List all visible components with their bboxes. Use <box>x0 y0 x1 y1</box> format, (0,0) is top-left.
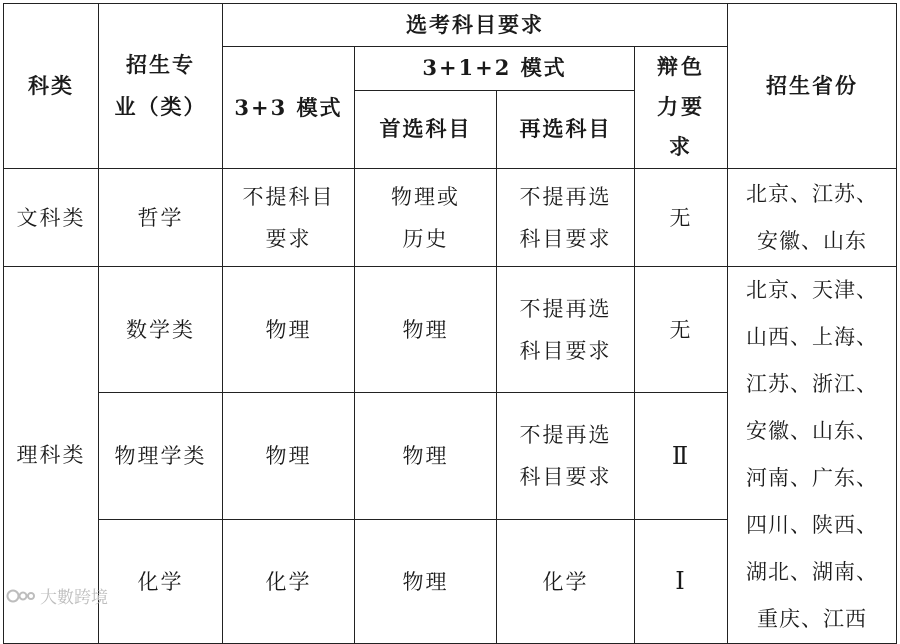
header-color-vision: 辩色 力要 求 <box>635 47 728 169</box>
cell-major: 哲学 <box>99 169 223 267</box>
cell-color-vision: Ⅰ <box>635 520 728 644</box>
header-category: 科类 <box>4 4 99 169</box>
cell-color-vision: Ⅱ <box>635 393 728 520</box>
watermark-text: 大數跨境 <box>40 588 108 608</box>
cell-color-vision: 无 <box>635 169 728 267</box>
cell-second-choice: 不提再选 科目要求 <box>497 169 635 267</box>
cell-first-choice: 物理 <box>355 267 497 393</box>
cell-second-choice: 不提再选 科目要求 <box>497 267 635 393</box>
watermark-logo-icon <box>6 587 36 605</box>
header-second-choice: 再选科目 <box>497 90 635 168</box>
cell-first-choice: 物理或 历史 <box>355 169 497 267</box>
cell-mode-3-3: 物理 <box>223 267 355 393</box>
cell-major: 物理学类 <box>99 393 223 520</box>
cell-first-choice: 物理 <box>355 520 497 644</box>
table-row <box>4 267 897 393</box>
table-row <box>4 169 897 267</box>
header-subject-requirements: 选考科目要求 <box>223 4 728 47</box>
cell-second-choice: 不提再选 科目要求 <box>497 393 635 520</box>
header-provinces: 招生省份 <box>728 4 897 169</box>
header-mode-3-1-2: 3+1+2 模式 <box>355 47 635 91</box>
cell-major: 数学类 <box>99 267 223 393</box>
cell-category: 理科类 <box>4 267 99 644</box>
header-first-choice: 首选科目 <box>355 90 497 168</box>
watermark <box>6 583 108 608</box>
header-mode-3-3: 3+3 模式 <box>223 47 355 169</box>
cell-category: 文科类 <box>4 169 99 267</box>
cell-provinces: 北京、天津、 山西、上海、 江苏、浙江、 安徽、山东、 河南、广东、 四川、陕西、 湖北、湖南、 重庆、江西 <box>728 267 897 644</box>
admission-requirements-table <box>3 3 897 644</box>
cell-mode-3-3: 不提科目 要求 <box>223 169 355 267</box>
cell-color-vision: 无 <box>635 267 728 393</box>
cell-mode-3-3: 化学 <box>223 520 355 644</box>
cell-mode-3-3: 物理 <box>223 393 355 520</box>
cell-second-choice: 化学 <box>497 520 635 644</box>
cell-provinces: 北京、江苏、 安徽、山东 <box>728 169 897 267</box>
cell-major: 化学 <box>99 520 223 644</box>
header-major: 招生专 业（类） <box>99 4 223 169</box>
cell-first-choice: 物理 <box>355 393 497 520</box>
